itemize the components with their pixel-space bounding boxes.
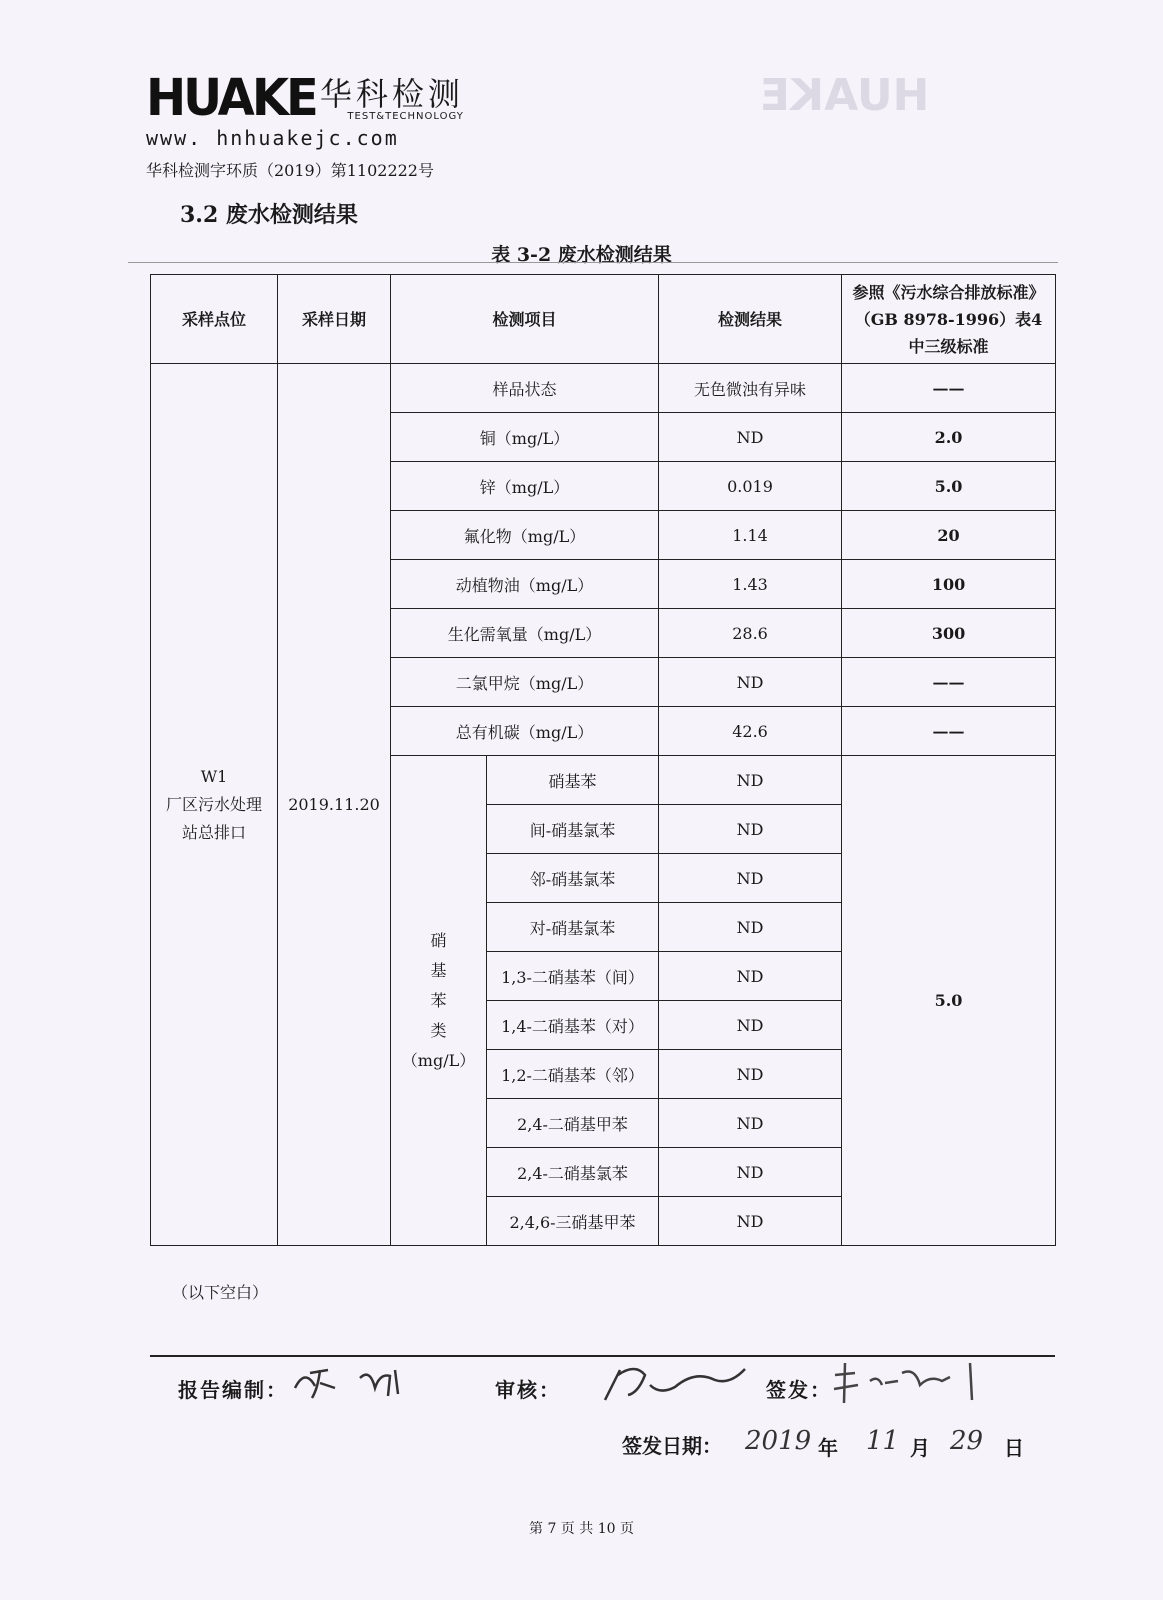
item-cell: 硝基苯: [487, 756, 659, 805]
site-code: W1: [200, 766, 228, 786]
item-cell: 锌（mg/L）: [391, 462, 659, 511]
logo-url: www. hnhuakejc.com: [146, 126, 399, 150]
faint-top-rule: [128, 262, 1058, 263]
issue-month: 11: [866, 1426, 900, 1456]
item-cell: 样品状态: [391, 364, 659, 413]
result-cell: ND: [659, 1197, 842, 1246]
bleed-through-logo: HUAKE: [760, 70, 930, 121]
standard-cell: 20: [842, 511, 1056, 560]
standard-cell: 100: [842, 560, 1056, 609]
sampling-date-cell: 2019.11.20: [278, 364, 391, 1246]
logo-chinese-name: 华科检测: [319, 75, 464, 113]
col-header-standard: 参照《污水综合排放标准》（GB 8978-1996）表4中三级标准: [842, 275, 1056, 364]
result-cell: ND: [659, 413, 842, 462]
issue-year: 2019: [745, 1426, 812, 1456]
reviewer-signature-icon: [600, 1355, 760, 1410]
page-number: 第 7 页 共 10 页: [529, 1521, 634, 1537]
issued-by-label: 签发：: [766, 1378, 832, 1402]
wastewater-results-table: [150, 274, 1056, 1246]
result-cell: 0.019: [659, 462, 842, 511]
result-cell: ND: [659, 658, 842, 707]
item-cell: 邻-硝基氯苯: [487, 854, 659, 903]
report-number: 华科检测字环质（2019）第1102222号: [146, 161, 434, 180]
compiler-signature-icon: [290, 1358, 420, 1403]
result-cell: ND: [659, 1001, 842, 1050]
issue-date-label: 签发日期：: [622, 1434, 722, 1458]
issue-day: 29: [950, 1426, 984, 1456]
result-cell: ND: [659, 952, 842, 1001]
standard-cell: 2.0: [842, 413, 1056, 462]
item-cell: 2,4-二硝基氯苯: [487, 1148, 659, 1197]
item-cell: 间-硝基氯苯: [487, 805, 659, 854]
item-cell: 1,2-二硝基苯（邻）: [487, 1050, 659, 1099]
col-header-site: 采样点位: [151, 275, 278, 364]
result-cell: ND: [659, 1050, 842, 1099]
reviewed-by-label: 审核：: [495, 1378, 561, 1402]
item-cell: 2,4-二硝基甲苯: [487, 1099, 659, 1148]
item-cell: 动植物油（mg/L）: [391, 560, 659, 609]
result-cell: 无色微浊有异味: [659, 364, 842, 413]
bleed-through-stamp: [730, 210, 737, 234]
col-header-date: 采样日期: [278, 275, 391, 364]
issue-month-unit: 月: [910, 1436, 930, 1460]
compiled-by-label: 报告编制：: [178, 1378, 288, 1402]
item-cell: 1,4-二硝基苯（对）: [487, 1001, 659, 1050]
result-cell: 28.6: [659, 609, 842, 658]
site-name: 厂区污水处理站总排口: [165, 794, 262, 842]
standard-cell: 5.0: [842, 462, 1056, 511]
nitro-group-label-cell: [391, 756, 487, 1246]
item-cell: 生化需氧量（mg/L）: [391, 609, 659, 658]
blank-below-note: （以下空白）: [172, 1283, 269, 1302]
issue-year-unit: 年: [818, 1436, 838, 1460]
table-header-row: [151, 275, 1056, 364]
result-cell: ND: [659, 1148, 842, 1197]
section-title: 3.2 废水检测结果: [180, 202, 358, 228]
result-cell: 1.43: [659, 560, 842, 609]
site-cell: [151, 364, 278, 1246]
logo-mark: HUAKE: [146, 68, 316, 128]
item-cell: 总有机碳（mg/L）: [391, 707, 659, 756]
standard-cell: ——: [842, 658, 1056, 707]
standard-cell: ——: [842, 707, 1056, 756]
col-header-item: 检测项目: [391, 275, 659, 364]
result-cell: ND: [659, 903, 842, 952]
issue-day-unit: 日: [1004, 1436, 1024, 1460]
standard-cell: 300: [842, 609, 1056, 658]
result-cell: ND: [659, 805, 842, 854]
item-cell: 2,4,6-三硝基甲苯: [487, 1197, 659, 1246]
item-cell: 氟化物（mg/L）: [391, 511, 659, 560]
table-title: 表 3-2 废水检测结果: [491, 244, 672, 266]
nitro-group-unit: （mg/L）: [401, 1050, 476, 1070]
company-logo: [146, 68, 464, 150]
item-cell: 二氯甲烷（mg/L）: [391, 658, 659, 707]
item-cell: 对-硝基氯苯: [487, 903, 659, 952]
logo-english-tagline: TEST&TECHNOLOGY: [347, 111, 464, 122]
result-cell: ND: [659, 1099, 842, 1148]
nitro-group-label: 硝基苯类: [430, 930, 447, 1040]
result-cell: 1.14: [659, 511, 842, 560]
col-header-result: 检测结果: [659, 275, 842, 364]
item-cell: 铜（mg/L）: [391, 413, 659, 462]
standard-cell: ——: [842, 364, 1056, 413]
nitro-standard-cell: 5.0: [842, 756, 1056, 1246]
issuer-signature-icon: [830, 1355, 990, 1410]
result-cell: 42.6: [659, 707, 842, 756]
item-cell: 1,3-二硝基苯（间）: [487, 952, 659, 1001]
result-cell: ND: [659, 756, 842, 805]
table-row: [151, 364, 1056, 413]
result-cell: ND: [659, 854, 842, 903]
